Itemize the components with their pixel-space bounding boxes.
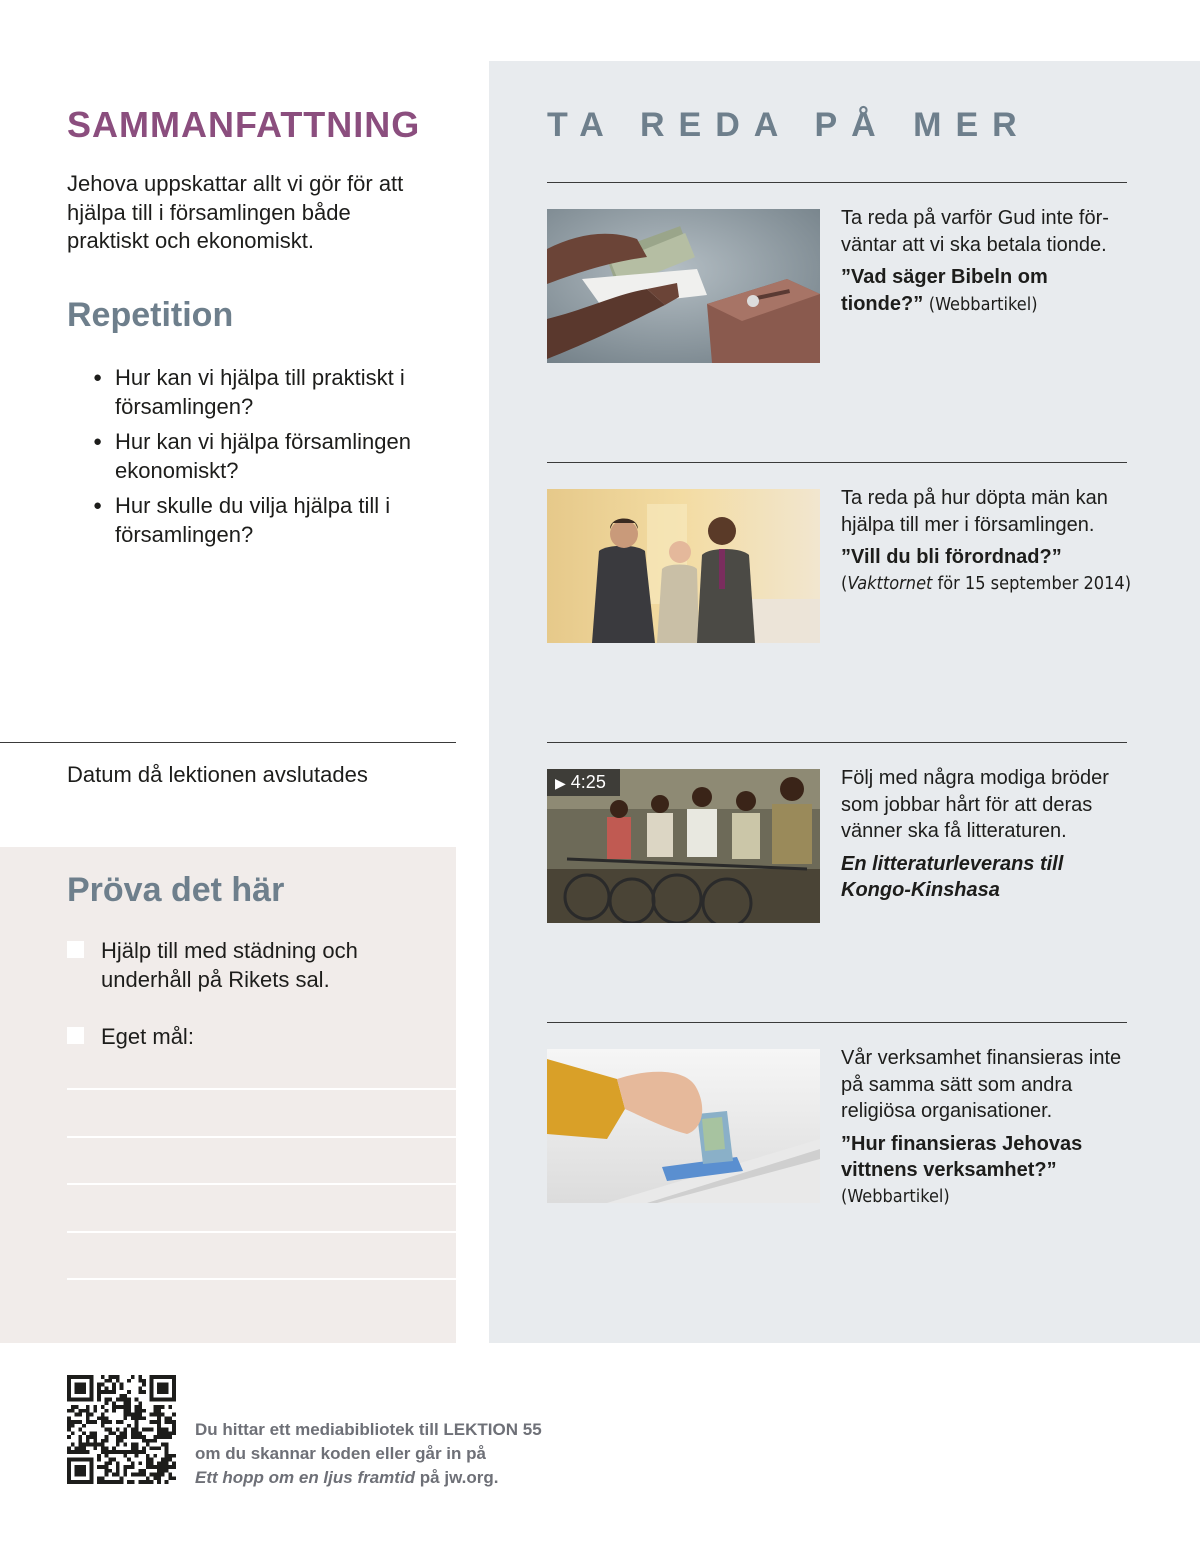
- item-source: (Webbartikel): [928, 293, 1038, 315]
- thumbnail-money-envelope[interactable]: [547, 209, 820, 363]
- learn-more-item: [841, 485, 1131, 597]
- item-title-link[interactable]: [841, 264, 1131, 318]
- video-duration: 4:25: [570, 772, 606, 792]
- try-this-item: [67, 1023, 427, 1052]
- try-this-heading: Pröva det här: [67, 871, 285, 909]
- repetition-list: [93, 364, 443, 556]
- learn-more-item: [841, 1045, 1131, 1210]
- item-title[interactable]: ”Vad säger Bibeln om tionde?”: [841, 266, 1048, 315]
- footer-line-1: Du hittar ett mediabibliotek till LEKTION 55: [195, 1420, 542, 1439]
- divider: [547, 182, 1127, 183]
- summary-heading: SAMMANFATTNING: [67, 104, 421, 145]
- item-description: Följ med några modiga bröder som jobbar hårt för att deras vänner ska få litteraturen.: [841, 767, 1109, 842]
- footer-line-2: om du skannar koden eller går in på: [195, 1444, 486, 1463]
- item-title[interactable]: ”Hur finansieras Jehovas vittnens verksamhet?”: [841, 1132, 1083, 1181]
- thumbnail-video-bicycles[interactable]: [547, 769, 820, 923]
- play-icon[interactable]: ▶: [555, 775, 566, 791]
- divider: [0, 742, 456, 743]
- item-description: Vår verksamhet finansieras inte på samma sätt som andra religiösa organisationer.: [841, 1047, 1122, 1122]
- writing-line[interactable]: [67, 1231, 456, 1233]
- qr-code-icon[interactable]: [67, 1375, 176, 1484]
- writing-line[interactable]: [67, 1278, 456, 1280]
- completion-date-label: Datum då lektionen avslutades: [67, 762, 368, 787]
- repetition-question: ● Hur kan vi hjälpa församlingen ekonomiskt?: [93, 428, 443, 485]
- repetition-question: ● Hur kan vi hjälpa till praktiskt i församlingen?: [93, 364, 443, 421]
- item-description: Ta reda på varför Gud inte förväntar att vi ska betala tionde.: [841, 207, 1109, 256]
- video-duration-badge[interactable]: [547, 769, 620, 796]
- writing-line[interactable]: [67, 1088, 456, 1090]
- repetition-question: ● Hur skulle du vilja hjälpa till i församlingen?: [93, 492, 443, 549]
- writing-line[interactable]: [67, 1183, 456, 1185]
- item-title[interactable]: ”Vill du bli förordnad?”: [841, 546, 1062, 568]
- try-this-item-label: Hjälp till med städning och underhåll på Rikets sal.: [101, 938, 358, 992]
- checkbox[interactable]: [67, 941, 84, 958]
- footer-publication-title: Ett hopp om en ljus framtid: [195, 1468, 416, 1487]
- learn-more-item: [841, 205, 1131, 318]
- item-description: Ta reda på hur döpta män kan hjälpa till mer i församlingen.: [841, 487, 1108, 536]
- footer-line-3[interactable]: på jw.org.: [415, 1468, 499, 1487]
- divider: [547, 462, 1127, 463]
- try-this-box: [0, 847, 456, 1343]
- try-this-item-label: Eget mål:: [101, 1024, 194, 1049]
- writing-line[interactable]: [67, 1136, 456, 1138]
- learn-more-heading: TA REDA PÅ MER: [547, 106, 1031, 144]
- learn-more-item: [841, 765, 1131, 904]
- divider: [547, 742, 1127, 743]
- footer-text: [195, 1418, 542, 1490]
- checkbox[interactable]: [67, 1027, 84, 1044]
- item-title[interactable]: En litteraturleverans till Kongo-Kinshasa: [841, 852, 1064, 901]
- repetition-heading: Repetition: [67, 296, 234, 334]
- summary-text: Jehova uppskattar allt vi gör för att hjälpa till i församlingen både praktiskt och ekonomiskt.: [67, 171, 404, 253]
- item-source: (Vakttornet för 15 september 2014): [841, 572, 1132, 594]
- try-this-item: [67, 937, 427, 994]
- item-source: (Webbartikel): [841, 1185, 950, 1207]
- thumbnail-donation-box[interactable]: [547, 1049, 820, 1203]
- item-source-publication: Vakttornet: [847, 572, 933, 594]
- divider: [547, 1022, 1127, 1023]
- thumbnail-three-men[interactable]: [547, 489, 820, 643]
